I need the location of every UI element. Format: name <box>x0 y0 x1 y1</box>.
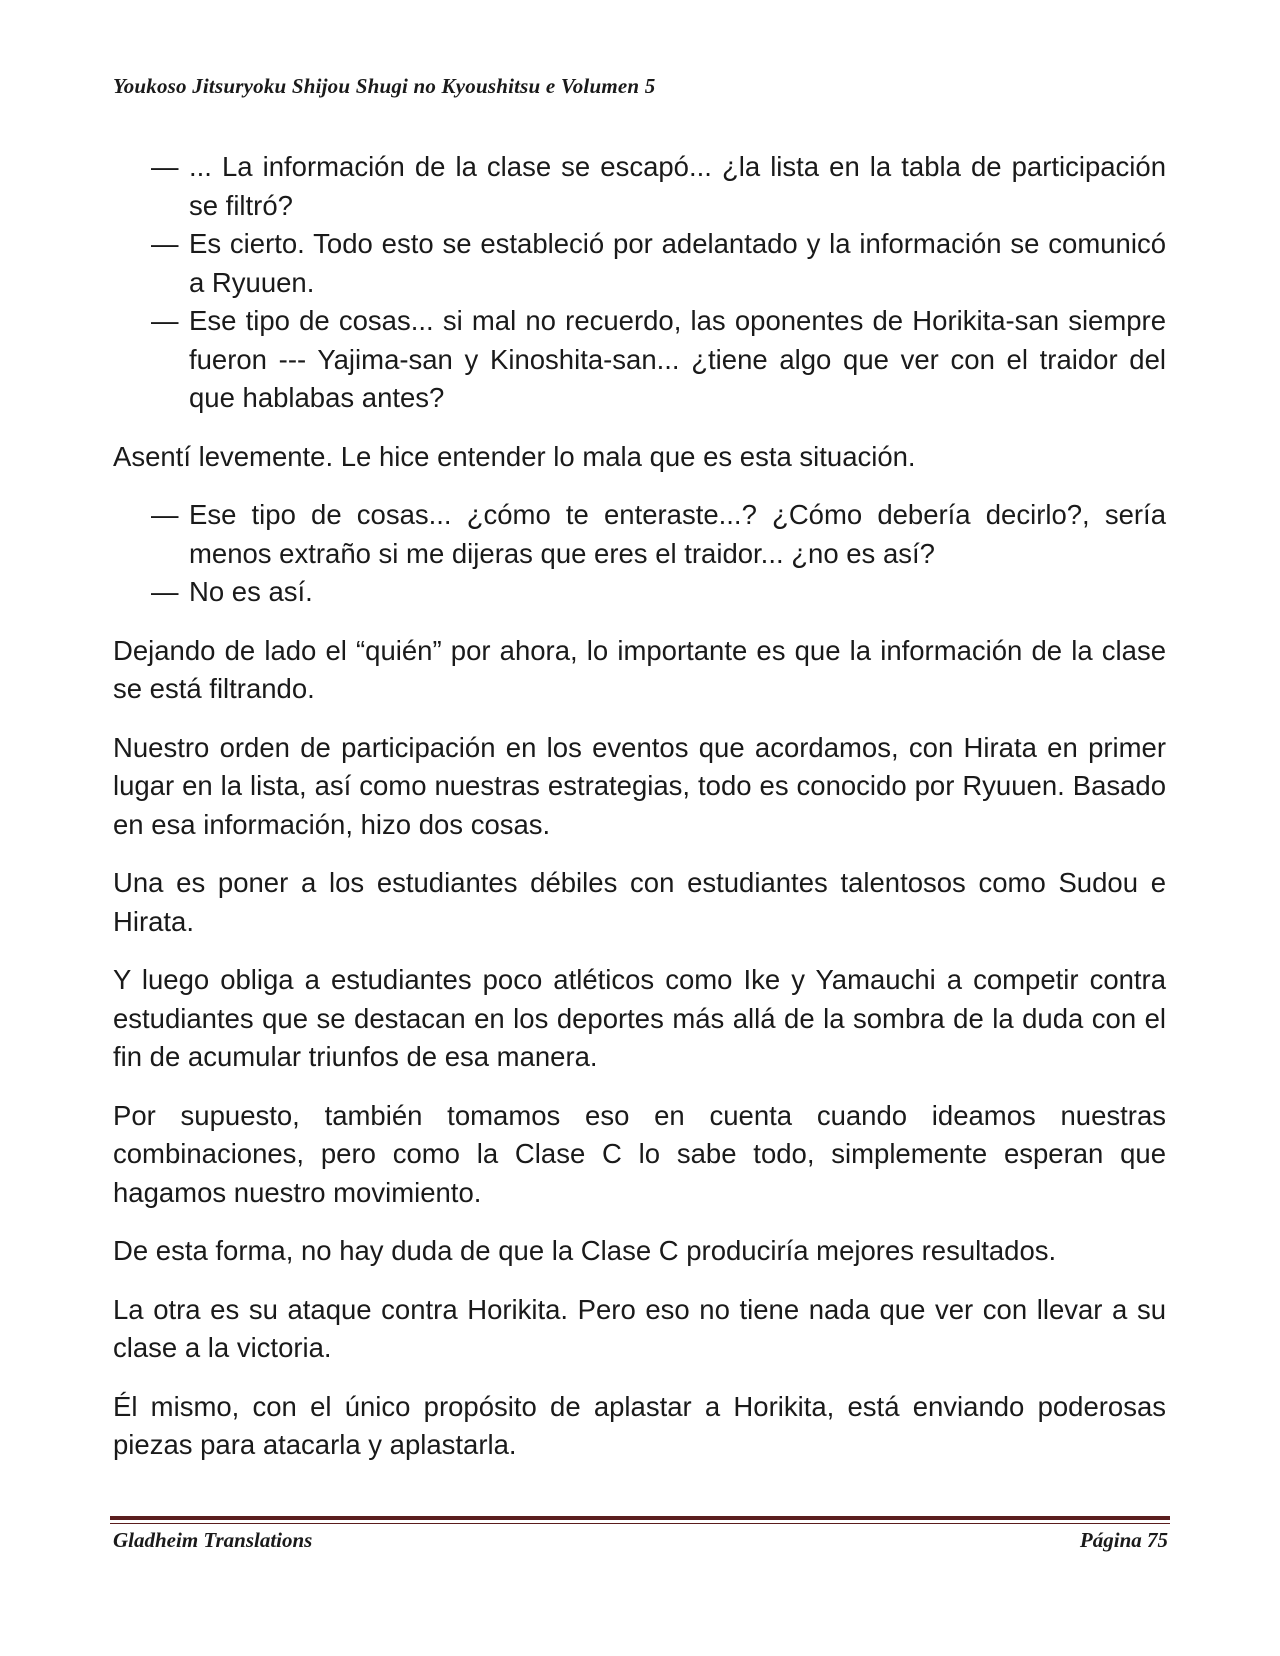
paragraph: De esta forma, no hay duda de que la Clase C produciría mejores resultados. <box>113 1235 1057 1266</box>
paragraph: Nuestro orden de participación en los eventos que acordamos, con Hirata en primer lugar en la lista, así como nuestras estrategias, todo es conocido por Ryuuen. Basado en esa información, hizo dos cosas. <box>113 731 1166 840</box>
paragraph: Dejando de lado el “quién” por ahora, lo importante es que la información de la clase se está filtrando. <box>113 634 1166 704</box>
paragraph: La otra es su ataque contra Horikita. Pero eso no tiene nada que ver con llevar a su clase a la victoria. <box>113 1293 1166 1363</box>
running-header-title: Youkoso Jitsuryoku Shijou Shugi no Kyoushitsu e Volumen 5 <box>113 74 656 98</box>
dialogue-line <box>151 573 1166 612</box>
paragraph: Asentí levemente. Le hice entender lo mala que es esta situación. <box>113 440 916 472</box>
dialogue-text: ... La información de la clase se escapó... ¿la lista en la tabla de participación se filtró? <box>189 151 1166 221</box>
dialogue-line <box>151 496 1166 573</box>
footer-publisher: Gladheim Translations <box>113 1528 313 1552</box>
dialogue-dash: — <box>151 305 179 336</box>
dialogue-text: Ese tipo de cosas... si mal no recuerdo, las oponentes de Horikita-san siempre fueron --- Yajima-san y Kinoshita-san... ¿tiene algo que ver con el traidor del que hablabas antes? <box>189 305 1166 413</box>
paragraph: Por supuesto, también tomamos eso en cuenta cuando ideamos nuestras combinaciones, pero como la Clase C lo sabe todo, simplemente esperan que hagamos nuestro movimiento. <box>113 1099 1166 1208</box>
dialogue-text: No es así. <box>189 576 313 607</box>
dialogue-line <box>151 302 1166 418</box>
dialogue-dash: — <box>151 499 179 530</box>
dialogue-dash: — <box>151 228 179 259</box>
footer-divider <box>110 1516 1170 1520</box>
dialogue-dash: — <box>151 151 179 182</box>
paragraph: Él mismo, con el único propósito de aplastar a Horikita, está enviando poderosas piezas para atacarla y aplastarla. <box>113 1390 1166 1460</box>
footer-page-number: Página 75 <box>1079 1528 1168 1552</box>
dialogue-block <box>113 148 1166 418</box>
dialogue-line <box>151 225 1166 302</box>
dialogue-line <box>151 148 1166 225</box>
page-content <box>113 148 1166 1485</box>
dialogue-dash: — <box>151 576 179 607</box>
dialogue-text: Ese tipo de cosas... ¿cómo te enteraste...? ¿Cómo debería decirlo?, sería menos extraño si me dijeras que eres el traidor... ¿no es así? <box>189 499 1166 569</box>
footer-divider-thin <box>110 1523 1170 1524</box>
paragraph: Y luego obliga a estudiantes poco atléticos como Ike y Yamauchi a competir contra estudiantes que se destacan en los deportes más allá de la sombra de la duda con el fin de acumular triunfos de esa manera. <box>113 964 1166 1072</box>
dialogue-block <box>113 496 1166 612</box>
dialogue-text: Es cierto. Todo esto se estableció por adelantado y la información se comunicó a Ryuuen. <box>189 228 1166 298</box>
paragraph: Una es poner a los estudiantes débiles con estudiantes talentosos como Sudou e Hirata. <box>113 867 1166 937</box>
